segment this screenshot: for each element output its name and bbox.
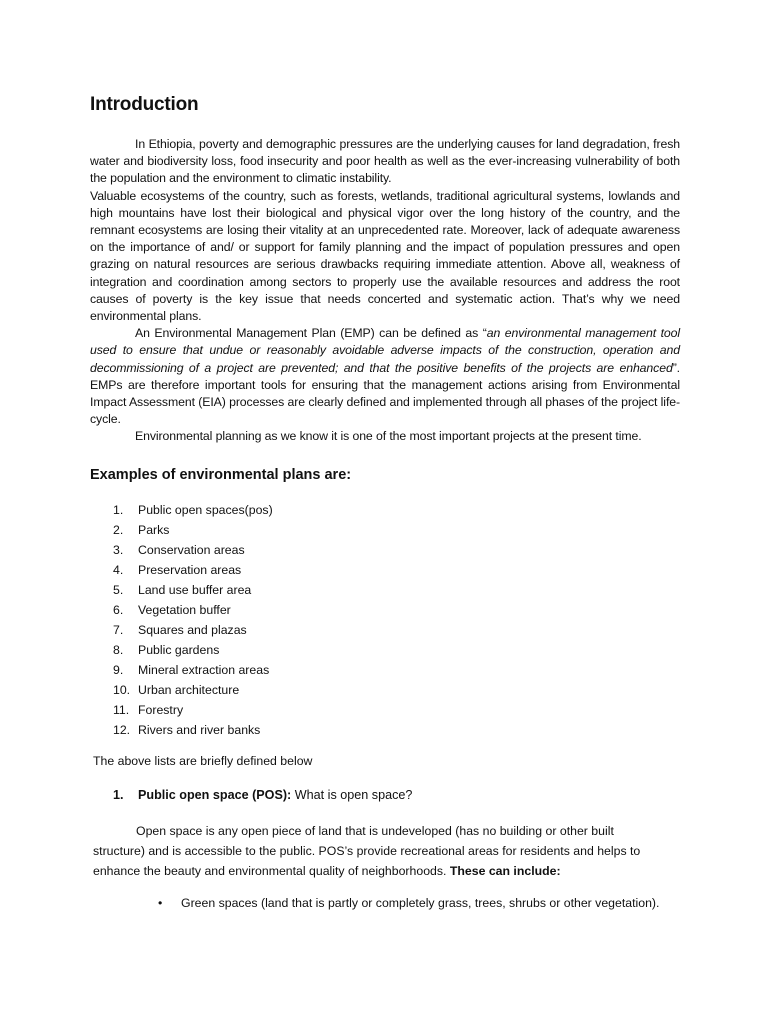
bullet-item <box>158 896 659 910</box>
example-list-item <box>113 560 273 580</box>
emp-lead: An Environmental Management Plan (EMP) can be defined as “ <box>135 326 487 341</box>
list-item-number: 9. <box>113 663 124 677</box>
list-item-text: Conservation areas <box>138 543 245 557</box>
list-item-text: Public open spaces(pos) <box>138 503 273 517</box>
list-item-text: Land use buffer area <box>138 583 252 597</box>
definition-number: 1. <box>113 788 124 802</box>
definition-text: Open space is any open piece of land that is undeveloped (has no building or other built structure) and is accessible to the public. POS’s provide recreational areas for residents and helps to enhance the beauty and environmental quality of neighborhoods. <box>93 824 641 878</box>
page-title: Introduction <box>90 94 199 115</box>
definition-question: What is open space? <box>291 788 413 802</box>
list-item-text: Public gardens <box>138 643 220 657</box>
definition-heading <box>113 788 412 802</box>
example-list-item <box>113 500 273 520</box>
list-item-number: 2. <box>113 523 124 537</box>
intro-paragraph-1: In Ethiopia, poverty and demographic pressures are the underlying causes for land degradation, fresh water and biodiversity loss, food insecurity and poor health as well as the ever-increasing vulnerability of both the population and the environment to climatic instability. <box>90 137 680 186</box>
list-item-text: Forestry <box>138 703 184 717</box>
example-list-item <box>113 520 273 540</box>
definition-term: Public open space (POS): <box>138 788 292 802</box>
list-item-number: 3. <box>113 543 124 557</box>
bullet-text: Green spaces (land that is partly or completely grass, trees, shrubs or other vegetation). <box>181 896 660 910</box>
example-list-item <box>113 700 273 720</box>
example-list-item <box>113 600 273 620</box>
list-item-number: 6. <box>113 603 124 617</box>
emp-definition-quote: an environmental management tool used to ensure that undue or reasonably avoidable adverse impacts of the construction, operation and decommissioning of a project are prevented; and that the positive benefits of the projects are enhanced <box>90 326 681 375</box>
list-item-text: Urban architecture <box>138 683 240 697</box>
list-item-text: Squares and plazas <box>138 623 247 637</box>
list-item-number: 1. <box>113 503 124 517</box>
example-list-item <box>113 580 273 600</box>
definition-paragraph <box>93 822 663 881</box>
intro-paragraph-3 <box>90 325 680 428</box>
definition-includes: These can include: <box>449 863 561 878</box>
intro-paragraph-4: Environmental planning as we know it is one of the most important projects at the present time. <box>135 429 642 444</box>
example-list-item <box>113 540 273 560</box>
intro-body <box>90 136 680 446</box>
example-list-item <box>113 680 273 700</box>
examples-list <box>113 500 273 740</box>
list-item-number: 10. <box>113 683 131 697</box>
list-item-number: 7. <box>113 623 124 637</box>
list-item-text: Mineral extraction areas <box>138 663 270 677</box>
list-item-number: 4. <box>113 563 124 577</box>
example-list-item <box>113 660 273 680</box>
bullet-symbol: • <box>158 896 163 910</box>
emp-tail: ”. EMPs are therefore important tools for ensuring that the management actions arising from Environmental Impact Assessment (EIA) processes are clearly defined and implemented through all phases of the project life-cycle. <box>90 360 680 427</box>
list-item-number: 8. <box>113 643 124 657</box>
list-item-number: 5. <box>113 583 124 597</box>
list-item-number: 11. <box>113 703 130 717</box>
example-list-item <box>113 620 273 640</box>
example-list-item <box>113 720 273 740</box>
examples-heading: Examples of environmental plans are: <box>90 467 352 483</box>
list-item-text: Preservation areas <box>138 563 242 577</box>
list-item-number: 12. <box>113 723 131 737</box>
list-item-text: Rivers and river banks <box>138 723 261 737</box>
intro-paragraph-2: Valuable ecosystems of the country, such as forests, wetlands, traditional agricultural systems, lowlands and high mountains have lost their biological and physical vigor over the long history of the country, and the remnant ecosystems are losing their vitality at an unprecedented rate. Moreover, lack of adequate awareness on the importance of and/ or support for family planning and the impact of population pressures and open grazing on natural resources are serious drawbacks requiring immediate attention. Above all, weakness of integration and coordination among sectors to properly use the available resources and address the root causes of poverty is the key issue that needs concerted and systematic action. That’s why we need environmental plans. <box>90 188 680 324</box>
example-list-item <box>113 640 273 660</box>
list-item-text: Parks <box>138 523 170 537</box>
definitions-intro: The above lists are briefly defined below <box>93 754 313 768</box>
list-item-text: Vegetation buffer <box>138 603 231 617</box>
